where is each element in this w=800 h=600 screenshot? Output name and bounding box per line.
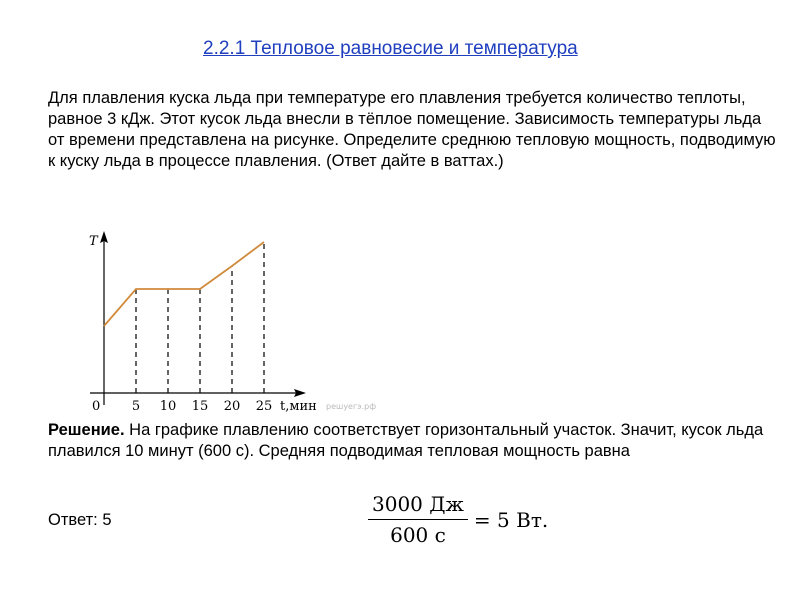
x-axis-label: t,мин	[280, 399, 317, 414]
x-tick-label-10: 10	[159, 399, 177, 414]
x-tick-label-25: 25	[255, 399, 273, 414]
solution-text	[48, 420, 778, 462]
answer: Ответ: 5	[48, 511, 112, 529]
formula-numerator: 3000 Дж	[368, 492, 468, 520]
x-tick-label-15: 15	[191, 399, 209, 414]
solution-body: На графике плавлению соответствует горизонтальный участок. Значит, кусок льда плавился 10 минут (600 с). Средняя подводимая тепловая мощность равна	[48, 421, 764, 460]
temperature-line	[104, 242, 264, 326]
problem-text: Для плавления куска льда при температуре его плавления требуется количество теплоты, равное 3 кДж. Этот кусок льда внесли в тёплое помещение. Зависимость температуры льда от времени представлена на рисунке. Определите среднюю тепловую мощность, подводимую к куску льда в процессе плавления. (Ответ дайте в ваттах.)	[48, 89, 776, 170]
y-axis-label: T	[89, 234, 98, 249]
section-title-link[interactable]: 2.2.1 Тепловое равновесие и температура	[203, 38, 578, 59]
fraction	[368, 492, 468, 547]
watermark: решуегэ.рф	[326, 402, 377, 411]
x-tick-label-5: 5	[131, 399, 141, 414]
solution-label: Решение.	[48, 421, 125, 439]
origin-label: 0	[92, 399, 101, 414]
x-tick-label-20: 20	[223, 399, 241, 414]
formula-result: = 5 Вт.	[473, 507, 549, 532]
power-formula	[368, 492, 548, 547]
formula-denominator: 600 с	[390, 523, 446, 547]
